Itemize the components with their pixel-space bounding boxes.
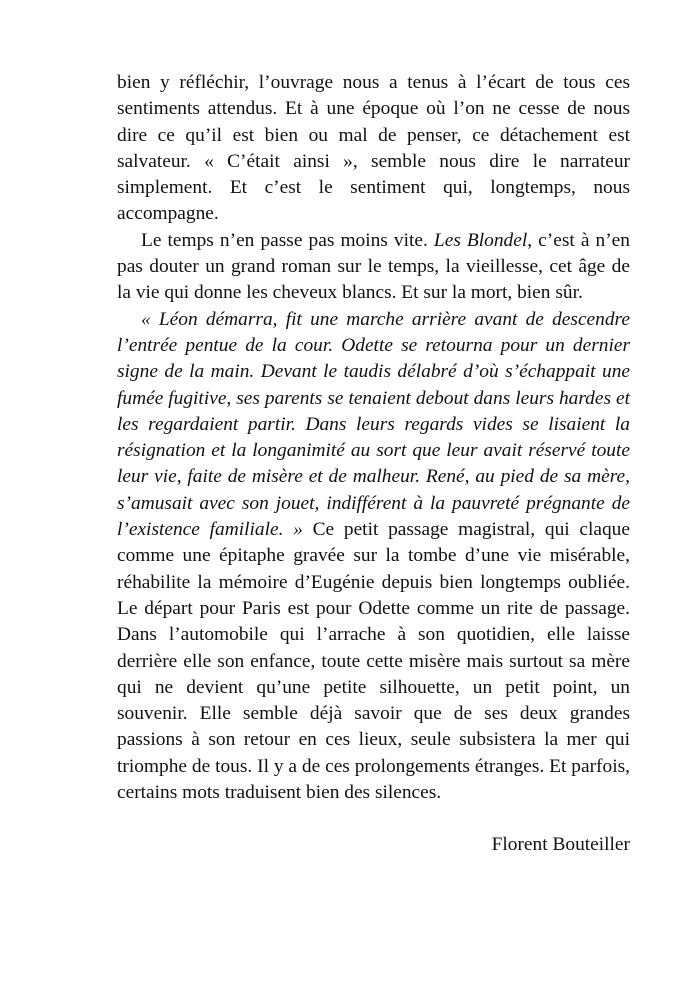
paragraph-quote — [117, 307, 630, 807]
author-signature — [117, 832, 630, 858]
book-title: Les Blondel — [433, 229, 528, 251]
paragraph-time — [117, 228, 630, 307]
paragraph-intro-text: bien y réfléchir, l’ouvrage nous a tenus à l’écart de tous ces sentiments attendus. Et à une époque où l’on ne cesse de nous dire ce qu’il est bien ou mal de penser, ce détachement est salvateur. « C’était ainsi », semble nous dire le narrateur simplement. Et c’est le sentiment qui, longtemps, nous accompagne. — [117, 72, 630, 225]
paragraph-quote-commentary: Ce petit passage magistral, qui claque comme une épitaphe gravée sur la tombe d’une vie misérable, réhabilite la mémoire d’Eugénie depuis bien longtemps oubliée. Le départ pour Paris est pour Odette comme un rite de passage. Dans l’automobile qui l’arrache à son quotidien, elle laisse derrière elle son enfance, toute cette misère mais surtout sa mère qui ne devient qu’une petite silhouette, un petit point, un souvenir. Elle semble déjà savoir que de ses deux grandes passions à son retour en ces lieux, seule subsistera la mer qui triomphe de tous. Il y a de ces prolongements étranges. Et parfois, certains mots traduisent bien des silences. — [117, 519, 630, 804]
paragraph-time-end: , c’est à n’en pas douter un grand roman sur le temps, la vieillesse, cet âge de la vie qui donne les cheveux blancs. Et sur la mort, bien sûr. — [117, 229, 630, 304]
quoted-passage: « Léon démarra, fit une marche arrière avant de descendre l’entrée pentue de la cour. Odette se retourna pour un dernier signe de la main. Devant le taudis délabré d’où s’échappait une fumée fugitive, ses parents se tenaient debout dans leurs hardes et les regardaient partir. Dans leurs regards vides se lisaient la résignation et la longanimité au sort que leur avait réservé toute leur vie, faite de misère et de malheur. René, au pied de sa mère, s’amusait avec son jouet, indifférent à la pauvreté prégnante de l’existence familiale. » — [117, 308, 630, 541]
paragraph-intro — [117, 70, 630, 228]
document-page — [117, 70, 630, 859]
paragraph-time-start: Le temps n’en passe pas moins vite. — [141, 229, 434, 251]
author-name: Florent Bouteiller — [491, 834, 630, 856]
